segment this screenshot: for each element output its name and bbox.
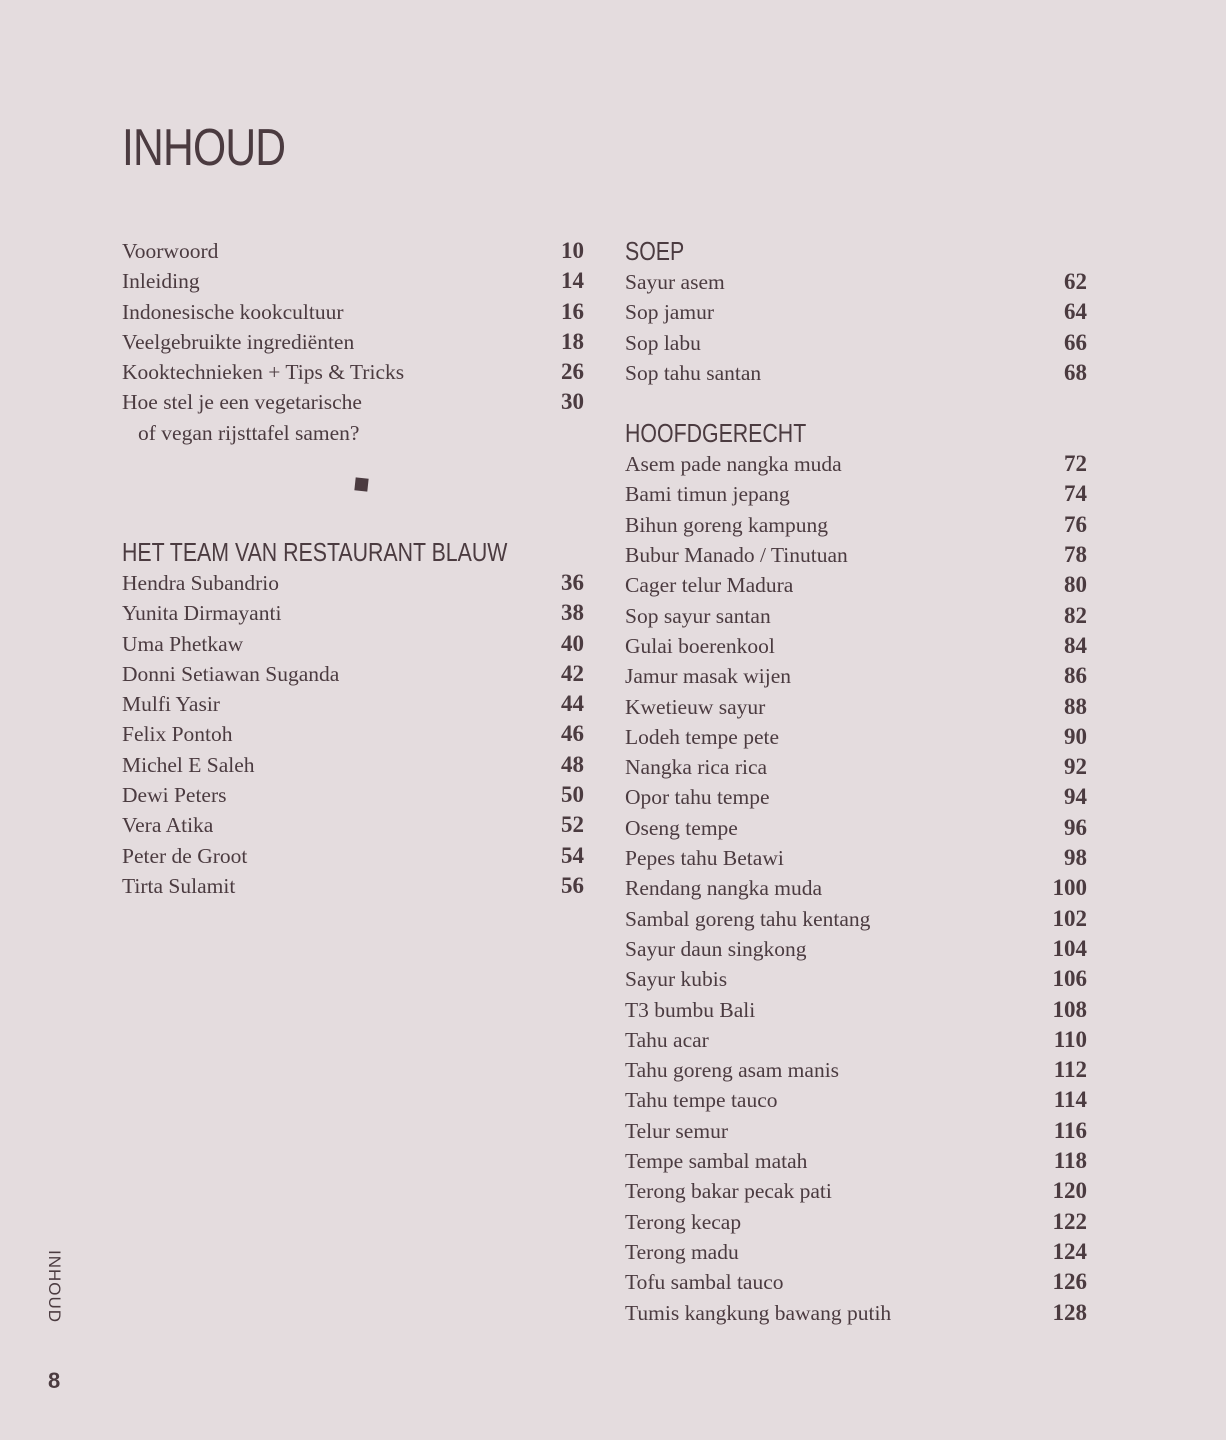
toc-page: 62: [1064, 269, 1087, 294]
toc-label: Bihun goreng kampung: [625, 512, 829, 537]
toc-label: Sambal goreng tahu kentang: [625, 906, 871, 931]
toc-page: 52: [561, 812, 584, 838]
toc-entry[interactable]: [122, 297, 584, 327]
toc-entry[interactable]: [122, 750, 584, 780]
toc-entry[interactable]: [625, 510, 1087, 540]
toc-entry[interactable]: [625, 1085, 1087, 1115]
toc-entry[interactable]: [625, 267, 1087, 297]
toc-entry[interactable]: [122, 387, 584, 417]
toc-entry[interactable]: [625, 540, 1087, 570]
toc-entry[interactable]: [122, 236, 584, 266]
toc-page: 68: [1064, 359, 1087, 385]
toc-entry[interactable]: [122, 780, 584, 810]
hoofdgerecht-list: [625, 449, 1087, 1328]
toc-label: Indonesische kookcultuur: [122, 299, 344, 324]
toc-page: 84: [1064, 632, 1087, 658]
toc-entry[interactable]: [625, 995, 1087, 1025]
toc-page: 122: [1052, 1208, 1087, 1234]
toc-page: 78: [1064, 542, 1087, 568]
toc-label: Terong kecap: [625, 1209, 742, 1234]
toc-page: 110: [1053, 1026, 1087, 1052]
square-ornament-icon: [354, 477, 368, 491]
toc-label: Donni Setiawan Suganda: [122, 661, 340, 686]
toc-entry[interactable]: [625, 479, 1087, 509]
toc-entry[interactable]: [625, 782, 1087, 812]
toc-page: 116: [1053, 1117, 1087, 1143]
toc-page: 98: [1064, 845, 1087, 871]
toc-label: Cager telur Madura: [625, 573, 794, 598]
toc-page: 82: [1064, 602, 1087, 628]
intro-list: [122, 236, 584, 448]
toc-entry[interactable]: [625, 1146, 1087, 1176]
section-heading: HET TEAM VAN RESTAURANT BLAUW: [122, 537, 508, 567]
toc-page: 64: [1064, 299, 1087, 325]
toc-entry[interactable]: [122, 810, 584, 840]
toc-entry[interactable]: [625, 631, 1087, 661]
toc-entry[interactable]: [625, 1176, 1087, 1206]
toc-page: 66: [1064, 329, 1087, 355]
toc-entry[interactable]: [625, 843, 1087, 873]
toc-page: 80: [1064, 572, 1087, 598]
toc-page: 112: [1053, 1057, 1087, 1083]
toc-label: Tahu acar: [625, 1027, 709, 1052]
toc-label: Nangka rica rica: [625, 755, 768, 780]
toc-label: Sop sayur santan: [625, 603, 771, 628]
toc-page: 40: [561, 630, 584, 656]
recipe-column: [625, 236, 1087, 1328]
toc-page: 96: [1064, 814, 1087, 840]
toc-page: 54: [561, 842, 584, 868]
toc-entry[interactable]: [122, 629, 584, 659]
toc-entry[interactable]: [122, 357, 584, 387]
toc-entry[interactable]: [625, 297, 1087, 327]
toc-label: Inleiding: [122, 269, 200, 294]
toc-entry[interactable]: [625, 661, 1087, 691]
toc-entry[interactable]: [625, 1237, 1087, 1267]
toc-page: 38: [561, 600, 584, 626]
toc-page: 76: [1064, 511, 1087, 537]
section-heading: HOOFDGERECHT: [625, 418, 807, 449]
toc-label: Sop labu: [625, 330, 701, 355]
toc-label: Voorwoord: [122, 239, 219, 263]
toc-label: Terong madu: [625, 1239, 739, 1264]
toc-page: 48: [561, 751, 584, 777]
toc-label: Veelgebruikte ingrediënten: [122, 329, 355, 354]
toc-entry[interactable]: [122, 871, 584, 901]
toc-label: Lodeh tempe pete: [625, 724, 780, 749]
running-section-label: INHOUD: [45, 1250, 64, 1324]
toc-page: 18: [561, 328, 584, 354]
toc-entry[interactable]: [625, 449, 1087, 479]
toc-page: 74: [1064, 481, 1087, 507]
toc-label: Pepes tahu Betawi: [625, 846, 784, 871]
toc-entry[interactable]: [625, 722, 1087, 752]
toc-page: 108: [1052, 996, 1087, 1022]
toc-page: 72: [1064, 451, 1087, 477]
toc-entry[interactable]: [625, 328, 1087, 358]
toc-label: Opor tahu tempe: [625, 785, 770, 810]
toc-entry[interactable]: [122, 719, 584, 749]
toc-entry-continuation[interactable]: [122, 418, 584, 448]
toc-entry[interactable]: [122, 568, 584, 598]
toc-label: Tahu tempe tauco: [625, 1088, 778, 1113]
toc-page: 126: [1052, 1269, 1087, 1295]
toc-entry[interactable]: [122, 327, 584, 357]
toc-entry[interactable]: [122, 659, 584, 689]
toc-page: 104: [1052, 935, 1087, 961]
toc-label: Mulfi Yasir: [122, 692, 220, 717]
toc-label: Felix Pontoh: [122, 722, 233, 747]
toc-label: Rendang nangka muda: [625, 876, 823, 901]
toc-entry[interactable]: [122, 598, 584, 628]
toc-page: 14: [561, 268, 584, 294]
toc-label: Peter de Groot: [122, 843, 248, 868]
toc-entry[interactable]: [625, 358, 1087, 388]
toc-entry[interactable]: [122, 689, 584, 719]
toc-page: 90: [1064, 723, 1087, 749]
team-section: [122, 537, 584, 901]
toc-entry[interactable]: [625, 1207, 1087, 1237]
toc-page: 86: [1064, 663, 1087, 689]
toc-page: 114: [1053, 1087, 1087, 1113]
toc-entry[interactable]: [625, 752, 1087, 782]
toc-page: 50: [561, 782, 584, 808]
toc-label: Hendra Subandrio: [122, 571, 280, 595]
toc-label: Terong bakar pecak pati: [625, 1179, 832, 1204]
toc-label: Kwetieuw sayur: [625, 694, 766, 719]
toc-page: 92: [1064, 754, 1087, 780]
toc-page: 94: [1064, 784, 1087, 810]
toc-page: 42: [561, 660, 584, 686]
toc-label: Uma Phetkaw: [122, 631, 244, 656]
toc-label: Sop tahu santan: [625, 360, 762, 385]
toc-page: 36: [561, 570, 584, 595]
toc-page: 124: [1052, 1238, 1087, 1264]
toc-label: Sayur daun singkong: [625, 936, 807, 961]
toc-label: Kooktechnieken + Tips & Tricks: [122, 360, 405, 385]
section-heading: SOEP: [625, 236, 685, 266]
toc-page: 106: [1052, 966, 1087, 992]
toc-page: 46: [561, 721, 584, 747]
toc-label: Bami timun jepang: [625, 482, 790, 507]
toc-page: 16: [561, 298, 584, 324]
toc-label: Tofu sambal tauco: [625, 1270, 784, 1295]
toc-page: 10: [561, 238, 584, 263]
toc-label: Vera Atika: [122, 813, 214, 838]
toc-entry[interactable]: [625, 692, 1087, 722]
toc-page: 30: [561, 389, 584, 415]
toc-page: 102: [1052, 905, 1087, 931]
toc-entry[interactable]: [122, 266, 584, 296]
toc-label: Asem pade nangka muda: [625, 452, 842, 477]
toc-entry[interactable]: [625, 1267, 1087, 1297]
toc-label: Sayur asem: [625, 270, 725, 294]
toc-entry[interactable]: [625, 1055, 1087, 1085]
toc-label: T3 bumbu Bali: [625, 997, 756, 1022]
toc-entry[interactable]: [625, 934, 1087, 964]
toc-entry[interactable]: [625, 1298, 1087, 1328]
toc-label: Tempe sambal matah: [625, 1149, 808, 1174]
toc-label: Bubur Manado / Tinutuan: [625, 543, 848, 568]
toc-entry[interactable]: [625, 1116, 1087, 1146]
toc-page: 118: [1053, 1148, 1087, 1174]
toc-label: Yunita Dirmayanti: [122, 601, 282, 626]
toc-entry[interactable]: [625, 570, 1087, 600]
toc-label: of vegan rijsttafel samen?: [138, 420, 360, 445]
toc-label: Michel E Saleh: [122, 752, 255, 777]
toc-entry[interactable]: [625, 601, 1087, 631]
toc-label: Tirta Sulamit: [122, 873, 236, 898]
toc-label: Gulai boerenkool: [625, 633, 775, 658]
toc-entry[interactable]: [625, 1025, 1087, 1055]
toc-page: 120: [1052, 1178, 1087, 1204]
toc-label: Tahu goreng asam manis: [625, 1058, 840, 1083]
toc-label: Telur semur: [625, 1118, 728, 1143]
toc-label: Oseng tempe: [625, 815, 738, 840]
toc-label: Sop jamur: [625, 300, 714, 325]
toc-label: Jamur masak wijen: [625, 664, 791, 689]
toc-entry[interactable]: [122, 841, 584, 871]
toc-label: Dewi Peters: [122, 783, 227, 808]
toc-entry[interactable]: [625, 873, 1087, 903]
toc-page: 26: [561, 359, 584, 385]
toc-page: 88: [1064, 693, 1087, 719]
page-title: INHOUD: [122, 119, 286, 177]
toc-entry[interactable]: [625, 964, 1087, 994]
toc-page: 100: [1052, 875, 1087, 901]
soep-list: [625, 267, 1087, 388]
toc-entry[interactable]: [625, 904, 1087, 934]
toc-label: Sayur kubis: [625, 967, 728, 992]
toc-page: 44: [561, 691, 584, 717]
toc-label: Hoe stel je een vegetarische: [122, 390, 362, 415]
toc-page: 128: [1052, 1299, 1087, 1325]
page-number: 8: [48, 1368, 61, 1393]
toc-entry[interactable]: [625, 813, 1087, 843]
toc-label: Tumis kangkung bawang putih: [625, 1300, 892, 1325]
toc-page: 56: [561, 872, 584, 898]
team-list: [122, 568, 584, 901]
